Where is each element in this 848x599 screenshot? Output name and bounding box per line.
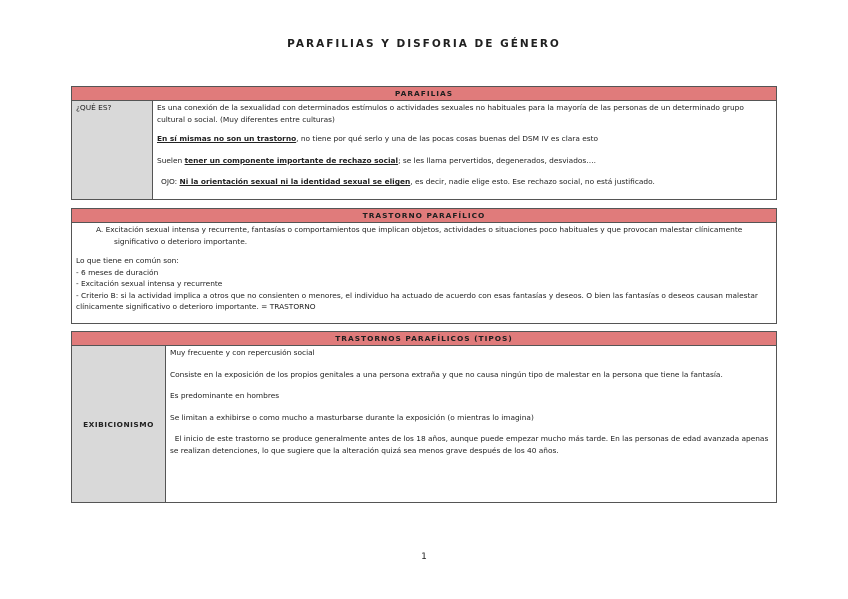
definition-paragraph: Es una conexión de la sexualidad con determinados estímulos o actividades sexuales no habituales para la mayoría de las personas de un determinado grupo cultural o social. (Muy diferentes entre culturas) <box>157 103 744 124</box>
que-es-content <box>153 101 777 200</box>
exhib-line-4: Se limitan a exhibirse o como mucho a masturbarse durante la exposición (o mientras lo imagina) <box>170 412 534 422</box>
rejection-rest: ; se les llama pervertidos, degenerados, desviados…. <box>398 155 596 165</box>
common-item-1: - 6 meses de duración <box>76 267 159 277</box>
exhib-line-5: El inicio de este trastorno se produce generalmente antes de los 18 años, aunque puede empezar mucho más tarde. En las personas de edad avanzada apenas se realizan detenciones, lo que sugiere que la alteración quizá sea menos grave después de los 40 años. <box>170 434 771 455</box>
common-intro: Lo que tiene en común son: <box>76 256 179 266</box>
rejection-start: Suelen <box>157 155 185 165</box>
parafilias-table <box>71 86 777 200</box>
ojo-paragraph <box>157 176 772 187</box>
not-disorder-bold: En sí mismas no son un trastorno <box>157 134 297 144</box>
not-disorder-paragraph <box>157 133 772 144</box>
criterion-a: A. Excitación sexual intensa y recurrente, fantasías o comportamientos que implican objetos, actividades o situaciones poco habituales y que provocan malestar clínicamente significativo o deterioro importante. <box>96 225 743 246</box>
que-es-label: ¿QUÉ ES? <box>72 101 153 200</box>
common-item-2: - Excitación sexual intensa y recurrente <box>76 279 223 289</box>
common-item-3: - Criterio B: si la actividad implica a otros que no consienten o menores, el individuo ha actuado de acuerdo con esas fantasías y deseos. O bien las fantasías o deseos causan malestar clínicamente significativo o deterioro importante. = TRASTORNO <box>76 290 758 312</box>
rejection-paragraph <box>157 155 772 166</box>
ojo-bold: Ni la orientación sexual ni la identidad sexual se eligen <box>179 177 411 187</box>
trastorno-table <box>71 208 777 324</box>
trastorno-content <box>72 223 777 324</box>
tipos-table <box>71 331 777 503</box>
exhibicionismo-label: EXIBICIONISMO <box>72 346 166 503</box>
parafilias-header: PARAFILIAS <box>72 87 777 101</box>
rejection-bold: tener un componente importante de rechazo social <box>184 155 399 165</box>
page-number: 1 <box>421 552 427 562</box>
document-title: PARAFILIAS Y DISFORIA DE GÉNERO <box>287 38 561 50</box>
ojo-start: OJO: <box>161 177 180 187</box>
exhib-line-1: Muy frecuente y con repercusión social <box>170 348 315 358</box>
exhib-line-3: Es predominante en hombres <box>170 391 280 401</box>
ojo-rest: , es decir, nadie elige esto. Ese rechazo social, no está justificado. <box>410 177 655 187</box>
trastorno-header: TRASTORNO PARAFÍLICO <box>72 209 777 223</box>
tipos-header: TRASTORNOS PARAFÍLICOS (TIPOS) <box>72 332 777 346</box>
exhibicionismo-content <box>166 346 777 503</box>
exhib-line-2: Consiste en la exposición de los propios genitales a una persona extraña y que no causa ningún tipo de malestar en la persona que tiene la fantasía. <box>170 369 723 379</box>
not-disorder-rest: , no tiene por qué serlo y una de las pocas cosas buenas del DSM IV es clara esto <box>296 134 599 144</box>
